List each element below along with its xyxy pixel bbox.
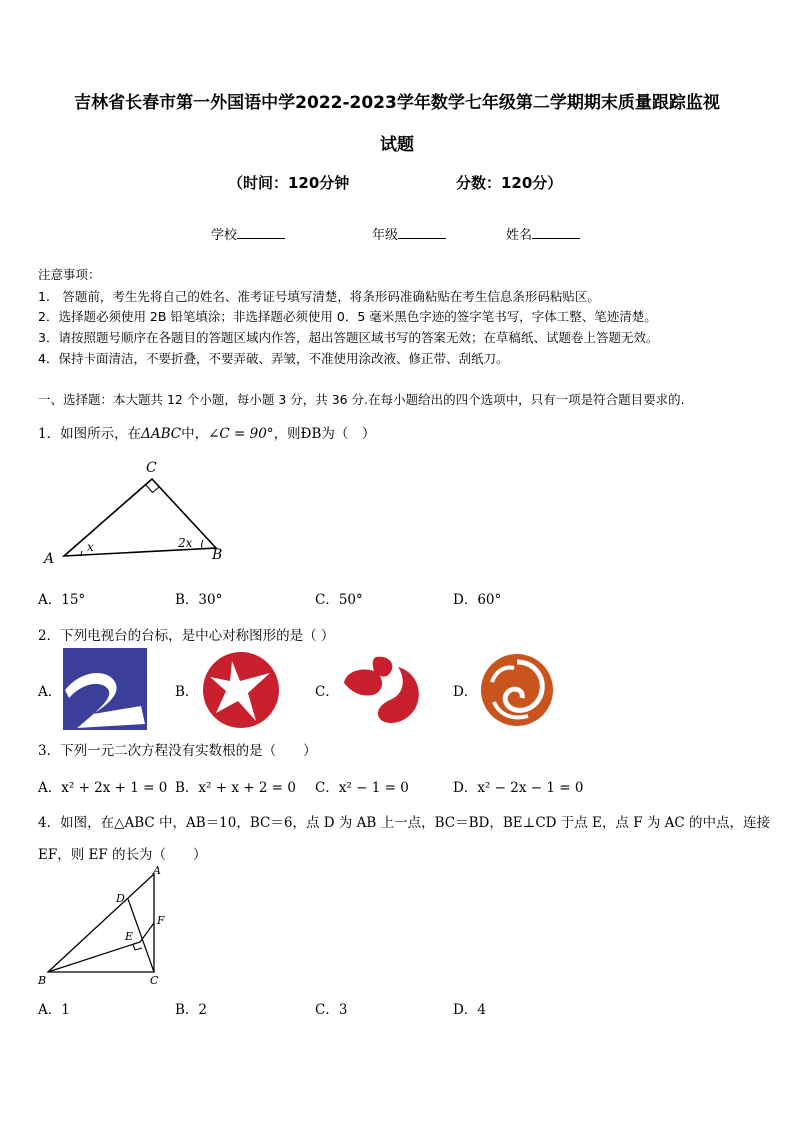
vertex-a-label: A	[44, 551, 55, 567]
page-title: 吉林省长春市第一外国语中学2022-2023学年数学七年级第二学期期末质量跟踪监视	[74, 93, 720, 113]
name-label: 姓名	[506, 228, 533, 243]
point-e-label: E	[125, 930, 134, 943]
grade-blank	[398, 226, 446, 239]
q1-triangle-figure	[40, 455, 240, 567]
q3-option-d[interactable]	[453, 776, 583, 796]
note-item: 4．保持卡面清洁，不要折叠，不要弄破、弄皱，不准使用涂改液、修正带、刮纸刀。	[38, 351, 509, 366]
angle-2x-label: 2x	[178, 536, 193, 550]
vertex-c-label: C	[146, 460, 157, 476]
note-item: 3．请按照题号顺序在各题目的答题区域内作答，超出答题区域书写的答案无效；在草稿纸、试题卷上答题无效。	[38, 330, 659, 345]
grade-field	[372, 224, 446, 243]
right-angle-mark	[133, 944, 142, 950]
note-item: 1. 答题前，考生先将自己的姓名、准考证号填写清楚，将条形码准确粘贴在考生信息条形码粘贴区。	[38, 289, 600, 304]
page-title-line2: 试题	[380, 135, 414, 155]
q2-logo-a[interactable]	[63, 648, 147, 730]
right-angle-mark	[146, 485, 160, 493]
angle-b-arc	[202, 540, 203, 549]
point-f-label: F	[157, 914, 165, 927]
q1-triangle: ΔABC	[141, 426, 182, 442]
q1-option-b[interactable]: B．30°	[175, 592, 223, 608]
q3-option-a-text: A．x² + 2x + 1 = 0	[38, 780, 168, 796]
q4-option-a[interactable]: A．1	[38, 1002, 70, 1018]
notes-heading: 注意事项：	[38, 267, 101, 282]
question-4-stem-line2: EF，则 EF 的长为（ ）	[38, 847, 207, 863]
q2-option-a[interactable]: A．	[38, 684, 62, 700]
school-blank	[237, 226, 285, 239]
q3-option-b-text: B．x² + x + 2 = 0	[175, 780, 296, 796]
grade-label: 年级	[372, 228, 399, 243]
note-item: 2．选择题必须使用 2B 铅笔填涂；非选择题必须使用 0．5 毫米黑色字迹的签字笔书写，字体工整、笔迹清楚。	[38, 309, 657, 324]
q2-logo-c[interactable]	[340, 653, 424, 727]
q2-option-d[interactable]: D．	[453, 684, 478, 700]
q1-stem-part: 1．如图所示，在	[38, 426, 142, 442]
point-a-label: A	[153, 864, 161, 877]
q4-option-b[interactable]: B．2	[175, 1002, 208, 1018]
q3-option-a[interactable]	[38, 776, 167, 796]
school-label: 学校	[211, 228, 238, 243]
question-1-stem	[38, 422, 375, 442]
question-3-stem: 3．下列一元二次方程没有实数根的是（ ）	[38, 743, 317, 759]
segment-ef	[140, 923, 154, 942]
q1-option-d[interactable]: D．60°	[453, 592, 502, 608]
q2-logo-b[interactable]	[202, 651, 280, 729]
angle-x-label: x	[87, 540, 94, 554]
q1-option-c[interactable]: C．50°	[315, 592, 363, 608]
q4-figure	[36, 864, 172, 988]
name-blank	[532, 226, 580, 239]
name-field	[506, 224, 580, 243]
question-2-stem: 2．下列电视台的台标，是中心对称图形的是（ ）	[38, 628, 335, 644]
q2-option-b[interactable]: B．	[175, 684, 199, 700]
q3-option-b[interactable]	[175, 776, 296, 796]
q3-option-c-text: C．x² − 1 = 0	[315, 780, 409, 796]
question-4-stem: 4．如图，在△ABC 中，AB＝10，BC＝6，点 D 为 AB 上一点，BC＝BD，BE⊥CD 于点 E，点 F 为 AC 的中点，连接	[38, 815, 771, 831]
q4-option-d[interactable]: D．4	[453, 1002, 486, 1018]
time-label: （时间：120分钟	[228, 174, 350, 192]
point-c-label: C	[150, 974, 159, 987]
q1-option-a[interactable]: A．15°	[38, 592, 86, 608]
score-label: 分数：120分）	[456, 174, 563, 192]
vertex-b-label: B	[212, 547, 223, 563]
triangle-abc	[48, 874, 154, 972]
q2-option-c[interactable]: C．	[315, 684, 339, 700]
q1-stem-part: 中，	[181, 426, 209, 442]
q1-stem-part: ，则ÐB为（ ）	[273, 426, 376, 442]
q1-condition: ∠C = 90°	[208, 426, 274, 442]
q2-logo-d[interactable]	[480, 652, 554, 728]
q3-option-c[interactable]	[315, 776, 409, 796]
q3-option-d-text: D．x² − 2x − 1 = 0	[453, 780, 584, 796]
point-b-label: B	[38, 974, 47, 987]
school-field	[211, 224, 285, 243]
q4-option-c[interactable]: C．3	[315, 1002, 348, 1018]
segment-be	[48, 942, 140, 972]
point-d-label: D	[116, 892, 125, 905]
section-heading: 一、选择题：本大题共 12 个小题，每小题 3 分，共 36 分.在每小题给出的四个选项中，只有一项是符合题目要求的.	[38, 392, 685, 407]
